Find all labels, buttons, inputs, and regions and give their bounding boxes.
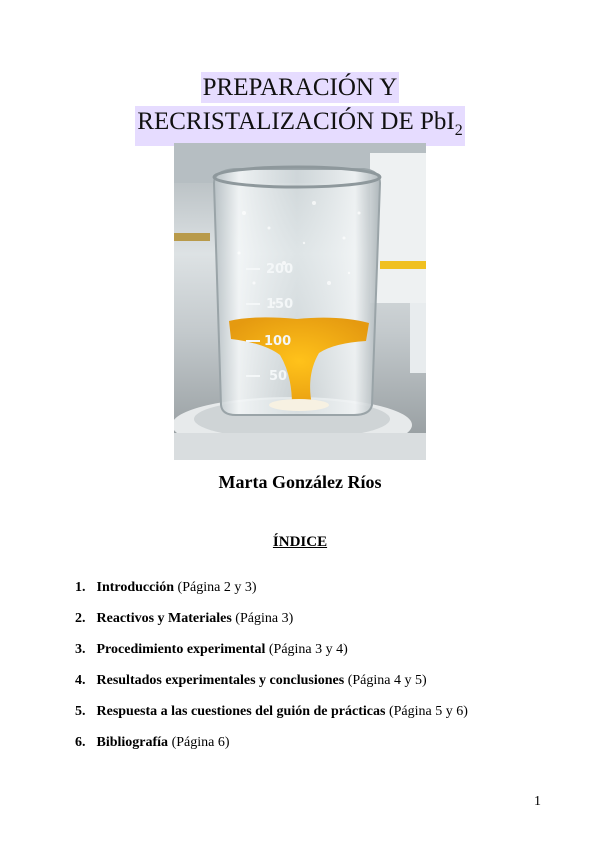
toc-item [75, 733, 575, 764]
toc-item [75, 702, 575, 733]
toc-item-label: Resultados experimentales y conclusiones [96, 673, 345, 688]
toc-item-label: Procedimiento experimental [96, 642, 266, 657]
toc-item-number: 6. [75, 735, 86, 750]
toc-item [75, 671, 575, 702]
toc-item-number: 3. [75, 642, 86, 657]
toc-item-pages: (Página 4 y 5) [347, 673, 427, 688]
toc-item-pages: (Página 3) [235, 611, 294, 626]
title-line-2-main: RECRISTALIZACIÓN DE PbI [137, 108, 455, 135]
toc-item-label: Reactivos y Materiales [96, 611, 232, 626]
graduation-label-50: 50 [269, 369, 288, 384]
toc-item-pages: (Página 2 y 3) [177, 580, 257, 595]
toc-item-number: 4. [75, 673, 86, 688]
toc-item [75, 609, 575, 640]
author-name: Marta González Ríos [218, 472, 382, 492]
index-heading: ÍNDICE [272, 534, 328, 550]
toc-item-label: Bibliografía [96, 735, 169, 750]
toc-item-pages: (Página 5 y 6) [388, 704, 468, 719]
toc-item-label: Respuesta a las cuestiones del guión de prácticas [96, 704, 386, 719]
graduation-label-200: 200 [266, 262, 294, 277]
toc-item [75, 578, 575, 609]
graduation-label-100: 100 [264, 334, 292, 349]
toc-item-number: 1. [75, 580, 86, 595]
beaker-photo-icon [174, 143, 426, 460]
table-of-contents [75, 578, 575, 764]
toc-item-number: 2. [75, 611, 86, 626]
toc-item-pages: (Página 3 y 4) [268, 642, 348, 657]
toc-item-number: 5. [75, 704, 86, 719]
page-number: 1 [534, 794, 541, 809]
beaker-photo [174, 143, 426, 460]
title-line-1: PREPARACIÓN Y [202, 74, 398, 101]
toc-item [75, 640, 575, 671]
title-subscript: 2 [454, 122, 463, 139]
toc-item-label: Introducción [96, 580, 175, 595]
graduation-label-150: 150 [266, 297, 294, 312]
title-line-2 [135, 106, 464, 146]
document-title [0, 72, 600, 146]
toc-item-pages: (Página 6) [171, 735, 230, 750]
